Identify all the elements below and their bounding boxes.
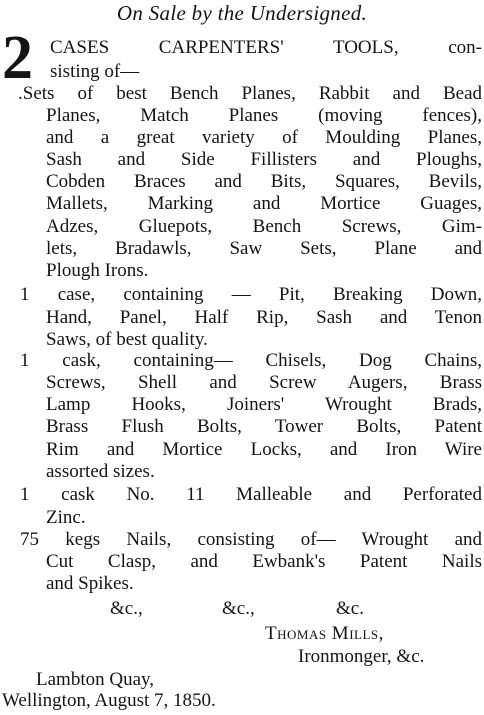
address-street: Lambton Quay, (36, 669, 155, 690)
item2-line-2: Hand, Panel, Half Rip, Sash and Tenon (46, 307, 482, 328)
item3-line-1: 1 cask, containing— Chisels, Dog Chains, (20, 350, 482, 371)
address-date: Wellington, August 7, 1850. (2, 690, 216, 711)
item4-line-2: Zinc. (46, 507, 86, 528)
etc-1: &c., (110, 598, 143, 619)
etc-2: &c., (222, 598, 255, 619)
item1-line-3: and a great variety of Moulding Planes, (46, 127, 482, 148)
intro-line-1: CASES CARPENTERS' TOOLS, con- (50, 37, 482, 58)
drop-cap-numeral: 2 (2, 24, 33, 92)
signature-title: Ironmonger, &c. (298, 646, 425, 667)
item3-line-4: Brass Flush Bolts, Tower Bolts, Patent (46, 416, 482, 437)
item3-line-6: assorted sizes. (46, 461, 155, 482)
item5-line-2: Cut Clasp, and Ewbank's Patent Nails (46, 551, 482, 572)
item1-line-9: Plough Irons. (46, 260, 149, 281)
item1-line-8: lets, Bradawls, Saw Sets, Plane and (46, 238, 482, 259)
signature-name: Thomas Mills, (265, 623, 384, 644)
item2-line-3: Saws, of best quality. (46, 329, 208, 350)
item1-line-7: Adzes, Gluepots, Bench Screws, Gim- (46, 216, 482, 237)
etc-3: &c. (336, 598, 364, 619)
item4-line-1: 1 cask No. 11 Malleable and Perforated (20, 484, 482, 505)
advertisement-heading: On Sale by the Undersigned. (116, 1, 368, 25)
item1-line-4: Sash and Side Fillisters and Ploughs, (46, 149, 482, 170)
item1-line-5: Cobden Braces and Bits, Squares, Bevils, (46, 171, 482, 192)
item2-line-1: 1 case, containing — Pit, Breaking Down, (20, 284, 482, 305)
item1-line-2: Planes, Match Planes (moving fences), (46, 105, 482, 126)
item1-line-1: .Sets of best Bench Planes, Rabbit and Bead (18, 83, 482, 104)
intro-line-2: sisting of— (50, 61, 140, 82)
item5-line-3: and Spikes. (46, 573, 134, 594)
item5-line-1: 75 kegs Nails, consisting of— Wrought and (20, 529, 482, 550)
item3-line-3: Lamp Hooks, Joiners' Wrought Brads, (46, 394, 482, 415)
item3-line-5: Rim and Mortice Locks, and Iron Wire (46, 439, 482, 460)
item1-line-6: Mallets, Marking and Mortice Guages, (46, 193, 482, 214)
item3-line-2: Screws, Shell and Screw Augers, Brass (46, 372, 482, 393)
